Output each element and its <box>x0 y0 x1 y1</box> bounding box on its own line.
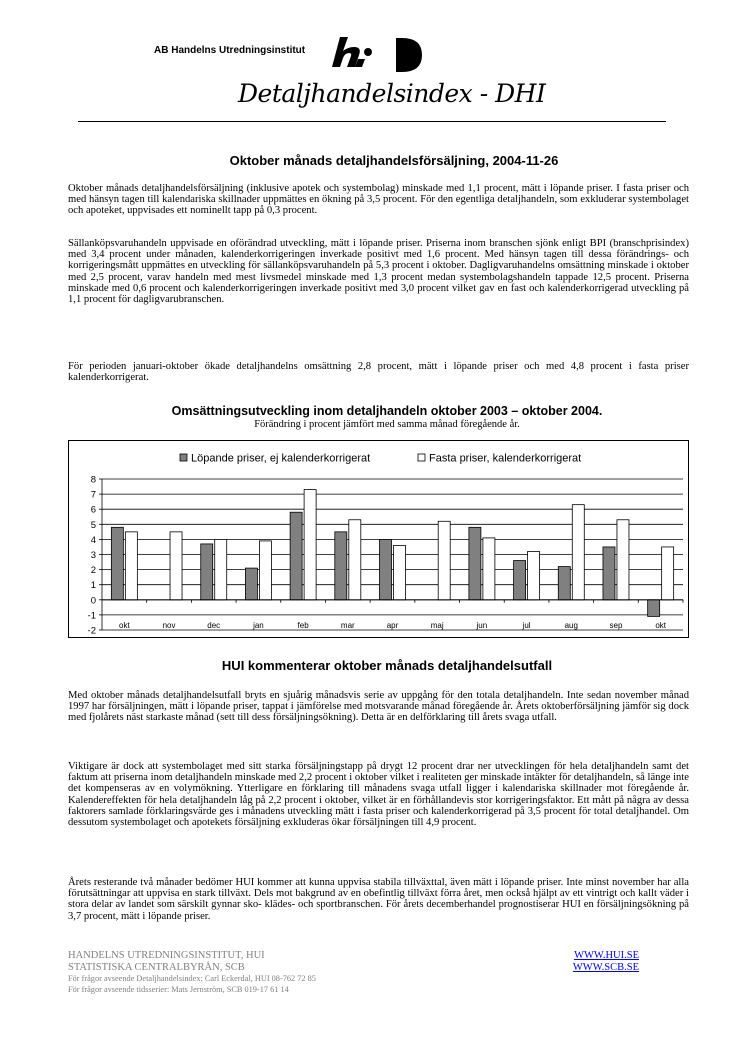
bar-lopande <box>335 532 347 600</box>
x-tick-label: sep <box>609 620 623 630</box>
bar-fasta <box>125 532 137 600</box>
x-tick-label: okt <box>119 620 130 630</box>
bar-fasta <box>483 538 495 600</box>
y-tick-label: 5 <box>90 519 96 531</box>
y-tick-label: 1 <box>90 580 96 592</box>
bar-lopande <box>469 527 481 599</box>
org-name: AB Handelns Utredningsinstitut <box>154 45 306 56</box>
hui-link[interactable]: WWW.HUI.SE <box>574 950 639 961</box>
bar-fasta <box>349 520 361 600</box>
section1-heading: Oktober månads detaljhandelsförsäljning, 2004-11-26 <box>229 153 559 168</box>
bar-fasta <box>617 520 629 600</box>
y-tick-label: 0 <box>90 595 96 607</box>
x-tick-label: jan <box>253 620 264 630</box>
bar-lopande <box>380 539 392 599</box>
paragraph: Årets resterande två månader bedömer HUI kommer att kunna uppvisa stabila tillväxttal, även mätt i löpande priser. Inte minst november har alla förutsättningar att uppvisa en stark tillväxt. Dels mot bakgrund av en obefintlig tillväxt förra året, men också hjälpt av ett vintrigt och kallt väder i stora delar av landet som särskilt gynnar sko- klädes- och sportbranschen. För årets decemberhandel prognostiserar HUI en försäljningsökning på 3,7 procent, mätt i löpande priser. <box>68 877 689 922</box>
bar-fasta <box>215 539 227 599</box>
footer-contact-series: För frågor avseende tidsserier: Mats Jernström, SCB 019-17 61 14 <box>68 984 289 994</box>
y-tick-label: -1 <box>87 610 96 622</box>
bar-fasta <box>259 541 271 600</box>
y-tick-label: 3 <box>90 550 96 561</box>
bar-chart <box>68 440 689 638</box>
legend-swatch-lopande <box>180 454 187 461</box>
bar-fasta <box>170 532 182 600</box>
y-tick-label: 6 <box>90 504 96 516</box>
chart-title: Omsättningsutveckling inom detaljhandeln oktober 2003 – oktober 2004. <box>171 404 603 418</box>
bar-lopande <box>245 568 257 600</box>
y-tick-label: 4 <box>90 534 96 546</box>
legend-swatch-fasta <box>418 454 425 461</box>
legend-label-lopande: Löpande priser, ej kalenderkorrigerat <box>191 452 371 465</box>
bar-lopande <box>111 527 123 599</box>
y-tick-label: 8 <box>90 474 96 486</box>
bar-lopande <box>514 561 526 600</box>
paragraph: Viktigare är dock att systembolaget med sitt starka försäljningstapp på drygt 12 procent drar ner utvecklingen för hela detaljhandeln samt det faktum att priserna inom detaljhandeln minskade med 2,2 procent i oktober vilket i realiteten ger minskade intäkter för detaljhandeln, så länge inte det kompenseras av en volymökning. Ytterligare en förklaring till månadens svaga utfall ligger i kalendariska skillnader mot föregående år. Kalendereffekten för hela detaljhandeln låg på 2,2 procent i oktober, vilket är en förhållandevis stor korrigeringsfaktor. Ett mått på några av dessa faktorers samlade förklaringsvärde ges i månadens utveckling mätt i fasta priser och kalenderkorrigerad på 3,5 procent för total detaljhandel. Om dessutom systembolaget och apotekets försäljning exkluderas ökar försäljningen till 4,9 procent. <box>68 761 690 829</box>
paragraph: För perioden januari-oktober ökade detaljhandelns omsättning 2,8 procent, mätt i löpande priser och med 4,8 procent i fasta priser kalenderkorrigerat. <box>68 361 689 384</box>
y-tick-label: 2 <box>90 565 96 577</box>
x-tick-label: apr <box>386 620 399 630</box>
x-tick-label: aug <box>564 620 578 630</box>
y-tick-label: 7 <box>90 489 96 501</box>
chart-subtitle: Förändring i procent jämfört med samma månad föregående år. <box>254 419 520 430</box>
header-divider <box>78 121 666 122</box>
bar-fasta <box>528 551 540 599</box>
bar-fasta <box>438 521 450 600</box>
bar-lopande <box>648 600 660 617</box>
bar-fasta <box>304 490 316 600</box>
x-tick-label: feb <box>297 620 309 630</box>
bar-fasta <box>662 547 674 600</box>
paragraph: Sällanköpsvaruhandeln uppvisade en oförändrad utveckling, mätt i löpande priser. Priserna inom branschen sjönk enligt BPI (branschprisindex) med 3,4 procent under månaden, kalenderkorrigeringen inverkade positivt med 1,6 procent. Med hänsyn tagen till dessa förändrings- och korrigeringsmått uppmättes en utveckling för sällanköpsvaruhandeln på 5,3 procent i oktober. Dagligvaruhandelns omsättning minskade i oktober med 2,5 procent, varav handeln med mest livsmedel minskade med 1,3 procent medan systembolagshandeln tappade 12,5 procent. Priserna minskade med 0,6 procent och kalenderkorrigeringen inverkade positivt med 3,0 procent vilket gav en fast och kalenderkorrigerad utveckling på 1,1 procent för dagligvarubranschen. <box>68 238 689 306</box>
footer-contact-dhi: För frågor avseende Detaljhandelsindex: Carl Eckerdal, HUI 08-762 72 85 <box>68 974 316 983</box>
paragraph: Oktober månads detaljhandelsförsäljning (inklusive apotek och systembolag) minskade med 1,1 procent, mätt i löpande priser. I fasta priser och med hänsyn tagen till kalendariska skillnader uppmättes en ökning på 3,5 procent. För den egentliga detaljhandeln, som exkluderar systembolaget och apoteket, uppvisades ett nominellt tapp på 0,3 procent. <box>68 183 689 217</box>
scb-link[interactable]: WWW.SCB.SE <box>572 962 639 973</box>
paragraph: Med oktober månads detaljhandelsutfall bryts en sjuårig månadsvis serie av uppgång för den totala detaljhandeln. Inte sedan november månad 1997 har försäljningen, mätt i löpande priser, tappat i jämförelse med motsvarande månad föregående år. Årets oktoberförsäljning jämför sig dock med fjolårets näst starkaste månad (sett till dess försäljningsökning). Detta är en delförklaring till årets svaga utfall. <box>68 690 689 724</box>
footer-org-hui: HANDELNS UTREDNINGSINSTITUT, HUI <box>68 950 265 961</box>
legend-label-fasta: Fasta priser, kalenderkorrigerat <box>429 452 582 465</box>
main-title: Detaljhandelsindex - DHI <box>238 79 546 108</box>
x-tick-label: jun <box>476 620 488 630</box>
bar-lopande <box>603 547 615 600</box>
footer-links <box>557 950 639 974</box>
bar-lopande <box>558 567 570 600</box>
bar-fasta <box>572 505 584 600</box>
x-tick-label: mar <box>340 620 355 630</box>
x-tick-label: nov <box>162 620 176 630</box>
bar-fasta <box>394 545 406 599</box>
x-tick-label: maj <box>430 620 444 630</box>
footer-org-scb: STATISTISKA CENTRALBYRÅN, SCB <box>68 962 245 973</box>
y-tick-label: -2 <box>87 625 96 637</box>
bar-lopande <box>201 544 213 600</box>
bar-lopande <box>290 512 302 600</box>
x-tick-label: jul <box>522 620 531 630</box>
x-tick-label: okt <box>655 620 666 630</box>
hui-logo <box>326 34 426 76</box>
section2-heading: HUI kommenterar oktober månads detaljhandelsutfall <box>221 658 553 673</box>
x-tick-label: dec <box>207 620 221 630</box>
